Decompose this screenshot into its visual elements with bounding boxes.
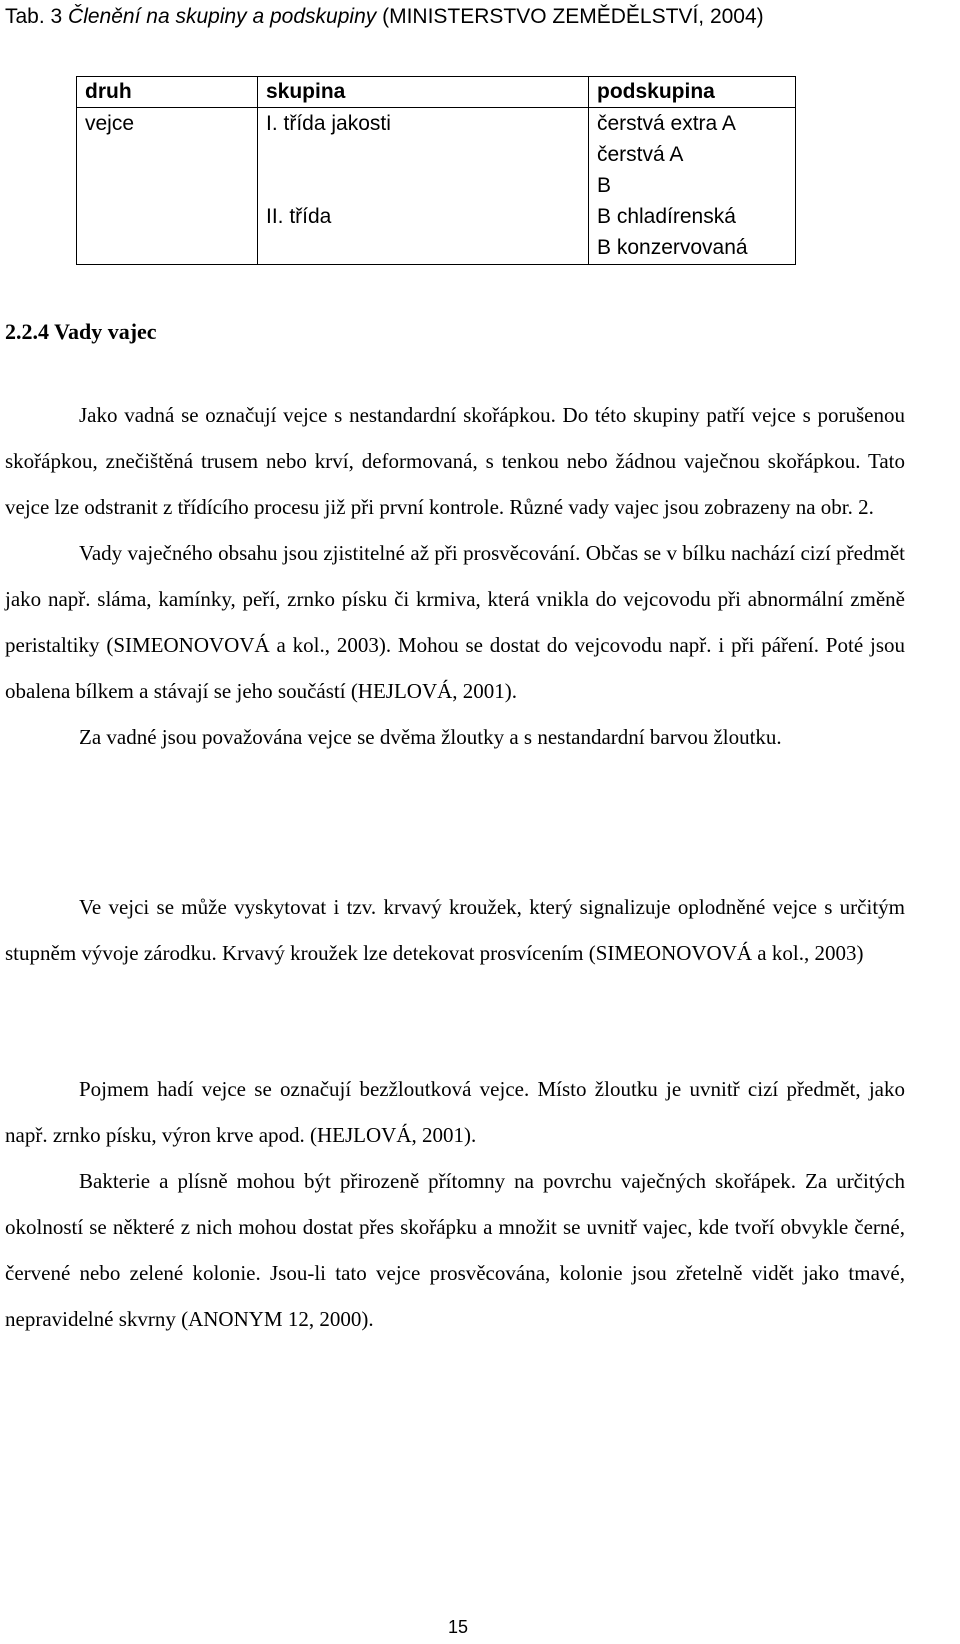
table-cell: vejce bbox=[77, 108, 258, 140]
classification-table bbox=[76, 76, 796, 265]
paragraph: Za vadné jsou považována vejce se dvěma žloutky a s nestandardní barvou žloutku. bbox=[79, 725, 782, 749]
table-row bbox=[77, 232, 796, 265]
paragraph: Ve vejci se může vyskytovat i tzv. krvavý kroužek, který signalizuje oplodněné vejce s určitým stupněm vývoje zárodku. Krvavý kroužek lze detekovat prosvícením (SIMEONOVOVÁ a kol., 2003) bbox=[5, 895, 905, 965]
header-skupina: skupina bbox=[258, 77, 589, 108]
paragraph: Bakterie a plísně mohou být přirozeně přítomny na povrchu vaječných skořápek. Za určitých okolností se některé z nich mohou dostat přes skořápku a množit se uvnitř vajec, kde tvoří obvykle černé, červené nebo zelené kolonie. Jsou-li tato vejce prosvěcována, kolonie jsou zřetelně vidět jako tmavé, nepravidelné skvrny (ANONYM 12, 2000). bbox=[5, 1169, 905, 1331]
table-cell bbox=[77, 139, 258, 170]
table-row bbox=[77, 139, 796, 170]
caption-prefix: Tab. 3 bbox=[5, 5, 69, 28]
table-header-row bbox=[77, 77, 796, 108]
table-cell bbox=[77, 232, 258, 265]
table-row bbox=[77, 108, 796, 140]
paragraph: Pojmem hadí vejce se označují bezžloutková vejce. Místo žloutku je uvnitř cizí předmět, jako např. zrnko písku, výron krve apod. (HEJLOVÁ, 2001). bbox=[5, 1077, 905, 1147]
caption-source: (MINISTERSTVO ZEMĚDĚLSTVÍ, 2004) bbox=[376, 5, 764, 28]
table-cell: B chladírenská bbox=[589, 201, 796, 232]
table-cell: B konzervovaná bbox=[589, 232, 796, 265]
paragraph: Jako vadná se označují vejce s nestandardní skořápkou. Do této skupiny patří vejce s porušenou skořápkou, znečištěná trusem nebo krví, deformovaná, s tenkou nebo žádnou vaječnou skořápkou. Tato vejce lze odstranit z třídícího procesu již při první kontrole. Různé vady vajec jsou zobrazeny na obr. 2. bbox=[5, 403, 905, 519]
caption-title: Členění na skupiny a podskupiny bbox=[68, 5, 377, 28]
table-cell: I. třída jakosti bbox=[258, 108, 589, 140]
page-number: 15 bbox=[447, 1617, 469, 1637]
table-cell bbox=[258, 232, 589, 265]
table-row bbox=[77, 201, 796, 232]
paragraph: Vady vaječného obsahu jsou zjistitelné až při prosvěcování. Občas se v bílku nachází cizí předmět jako např. sláma, kamínky, peří, zrnko písku či krmiva, která vnikla do vejcovodu při abnormální změně peristaltiky (SIMEONOVOVÁ a kol., 2003). Mohou se dostat do vejcovodu např. i při páření. Poté jsou obalena bílkem a stávají se jeho součástí (HEJLOVÁ, 2001). bbox=[5, 541, 905, 703]
table-row bbox=[77, 170, 796, 201]
table-cell bbox=[258, 139, 589, 170]
text-block-1 bbox=[5, 392, 905, 760]
table-cell: II. třída bbox=[258, 201, 589, 232]
table-cell bbox=[258, 170, 589, 201]
section-heading: 2.2.4 Vady vajec bbox=[5, 319, 157, 344]
text-block-3 bbox=[5, 1066, 905, 1342]
table-cell: čerstvá A bbox=[589, 139, 796, 170]
table-cell bbox=[77, 201, 258, 232]
text-block-2 bbox=[5, 884, 905, 976]
table-cell: čerstvá extra A bbox=[589, 108, 796, 140]
table-caption bbox=[5, 4, 764, 30]
table-cell: B bbox=[589, 170, 796, 201]
table-cell bbox=[77, 170, 258, 201]
header-druh: druh bbox=[77, 77, 258, 108]
header-podskupina: podskupina bbox=[589, 77, 796, 108]
